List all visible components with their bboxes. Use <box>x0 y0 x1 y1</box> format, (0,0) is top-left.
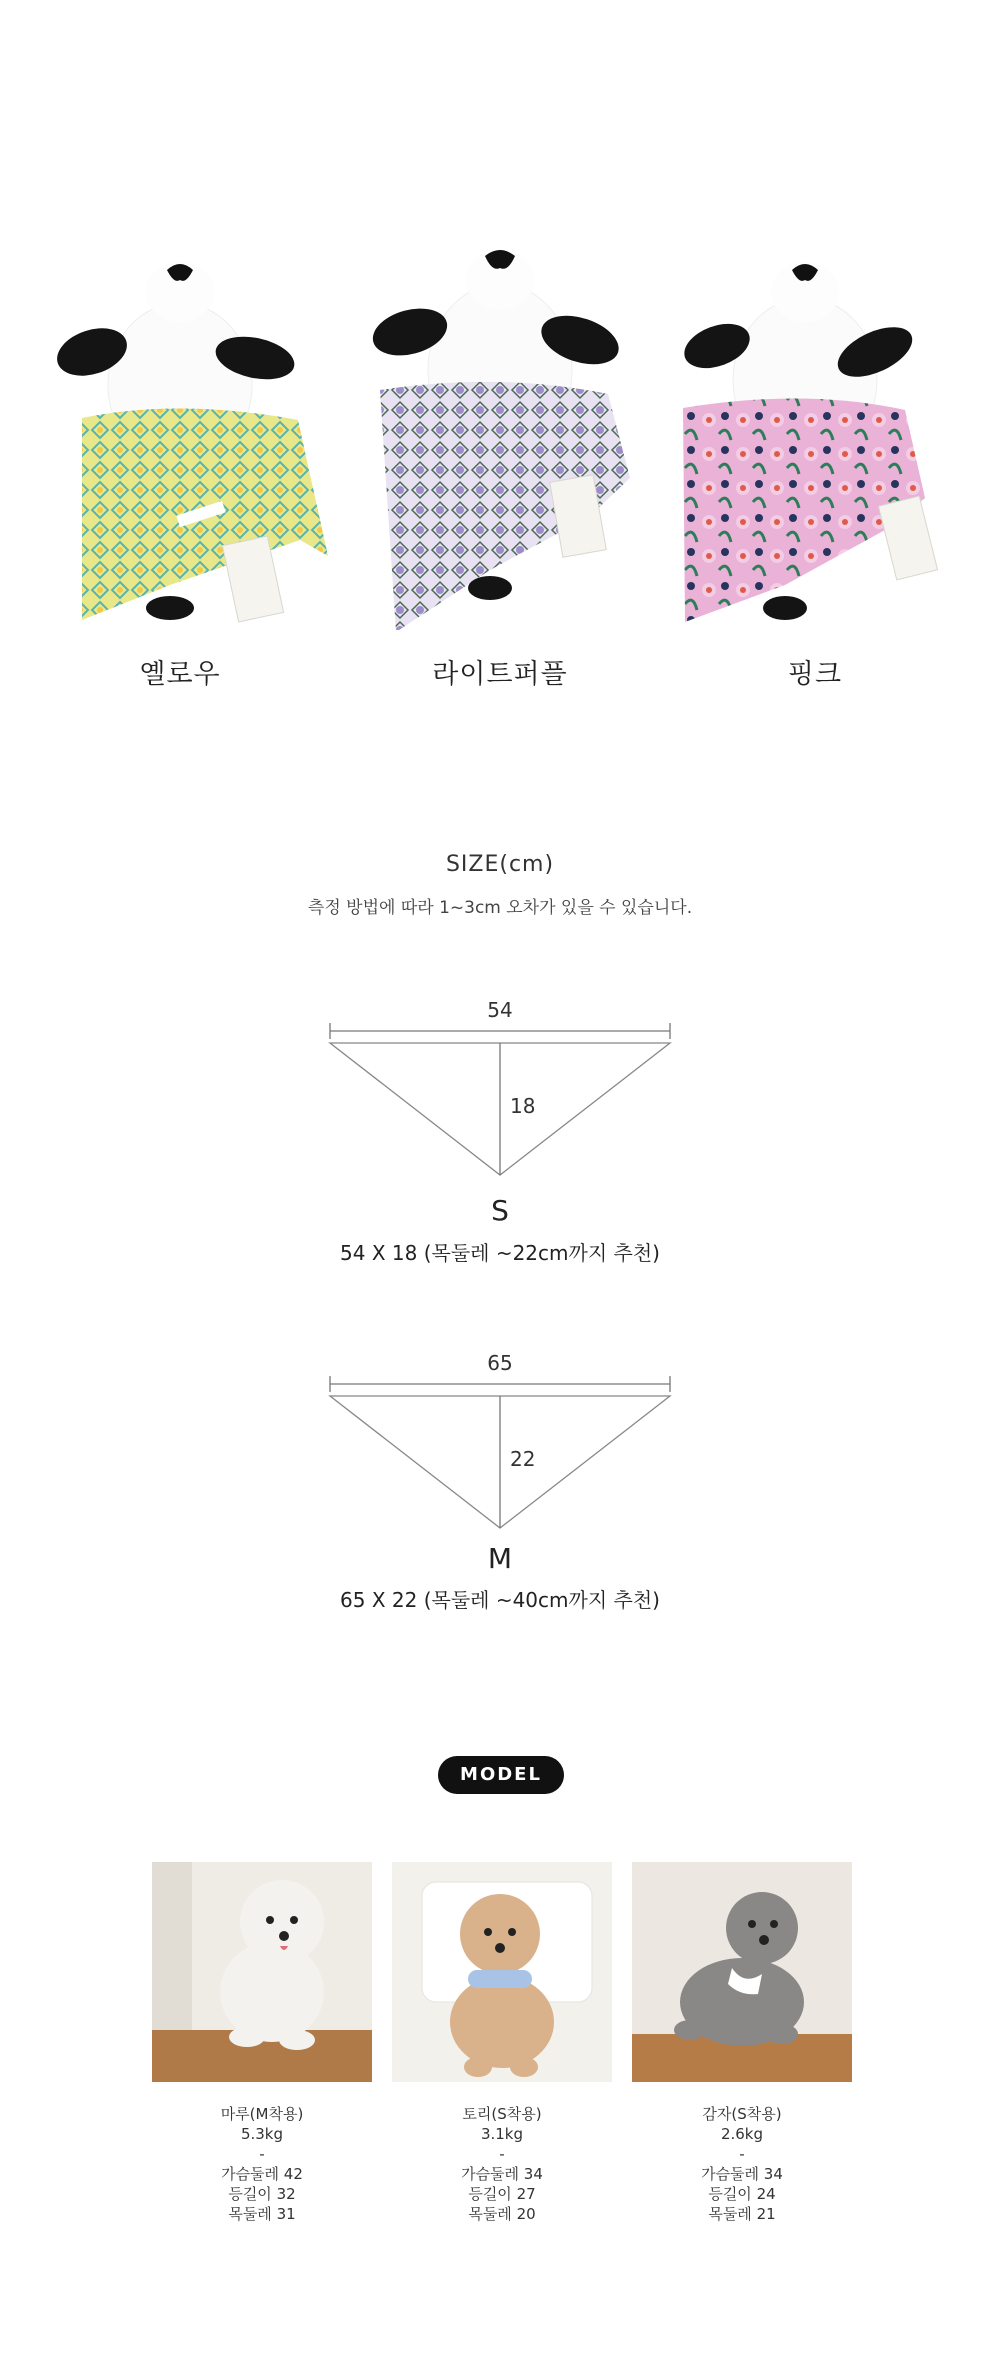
model-neck: 목둘레 31 <box>228 2205 296 2223</box>
model-badge: MODEL <box>438 1756 564 1794</box>
model-card <box>632 1862 852 2224</box>
model-chest: 가슴둘레 34 <box>701 2165 783 2183</box>
model-name: 마루(M착용) <box>220 2105 304 2123</box>
model-chest: 가슴둘레 34 <box>461 2165 543 2183</box>
model-dog-photo <box>152 1862 372 2082</box>
size-m-diagram <box>310 1338 690 1538</box>
size-description: 65 X 22 (목둘레 ~40cm까지 추천) <box>340 1588 660 1612</box>
toy-with-bandana-image <box>350 240 650 630</box>
model-card <box>392 1862 612 2224</box>
model-info <box>152 2104 372 2224</box>
separator: - <box>739 2145 745 2163</box>
model-neck: 목둘레 20 <box>468 2205 536 2223</box>
model-info <box>632 2104 852 2224</box>
product-color-row <box>0 240 1000 710</box>
size-title: SIZE(cm) <box>445 852 555 877</box>
model-name: 토리(S착용) <box>462 2105 542 2123</box>
separator: - <box>499 2145 505 2163</box>
toy-with-bandana-image <box>30 240 330 630</box>
color-label: 핑크 <box>787 659 843 690</box>
model-weight: 5.3kg <box>240 2125 284 2143</box>
product-color-yellow <box>30 240 330 710</box>
size-description: 54 X 18 (목둘레 ~22cm까지 추천) <box>340 1241 660 1265</box>
model-weight: 2.6kg <box>720 2125 764 2143</box>
color-label: 라이트퍼플 <box>432 659 568 690</box>
model-chest: 가슴둘레 42 <box>221 2165 303 2183</box>
separator: - <box>259 2145 265 2163</box>
size-name: M <box>487 1542 513 1575</box>
model-neck: 목둘레 21 <box>708 2205 776 2223</box>
model-back-length: 등길이 27 <box>468 2185 536 2203</box>
size-note: 측정 방법에 따라 1~3cm 오차가 있을 수 있습니다. <box>307 898 693 918</box>
model-back-length: 등길이 32 <box>228 2185 296 2203</box>
product-color-pink <box>665 240 965 710</box>
height-value: 18 <box>510 1094 536 1118</box>
model-info <box>392 2104 612 2224</box>
model-dog-photo <box>632 1862 852 2082</box>
product-color-light-purple <box>350 240 650 710</box>
model-back-length: 등길이 24 <box>708 2185 776 2203</box>
toy-with-bandana-image <box>665 240 965 630</box>
color-label: 옐로우 <box>139 659 221 690</box>
model-card <box>152 1862 372 2224</box>
model-dog-photo <box>392 1862 612 2082</box>
width-value: 54 <box>487 998 513 1022</box>
height-value: 22 <box>510 1447 536 1471</box>
model-weight: 3.1kg <box>480 2125 524 2143</box>
model-name: 감자(S착용) <box>702 2105 782 2123</box>
size-s-diagram <box>310 985 690 1185</box>
width-value: 65 <box>487 1351 513 1375</box>
size-name: S <box>491 1194 509 1227</box>
